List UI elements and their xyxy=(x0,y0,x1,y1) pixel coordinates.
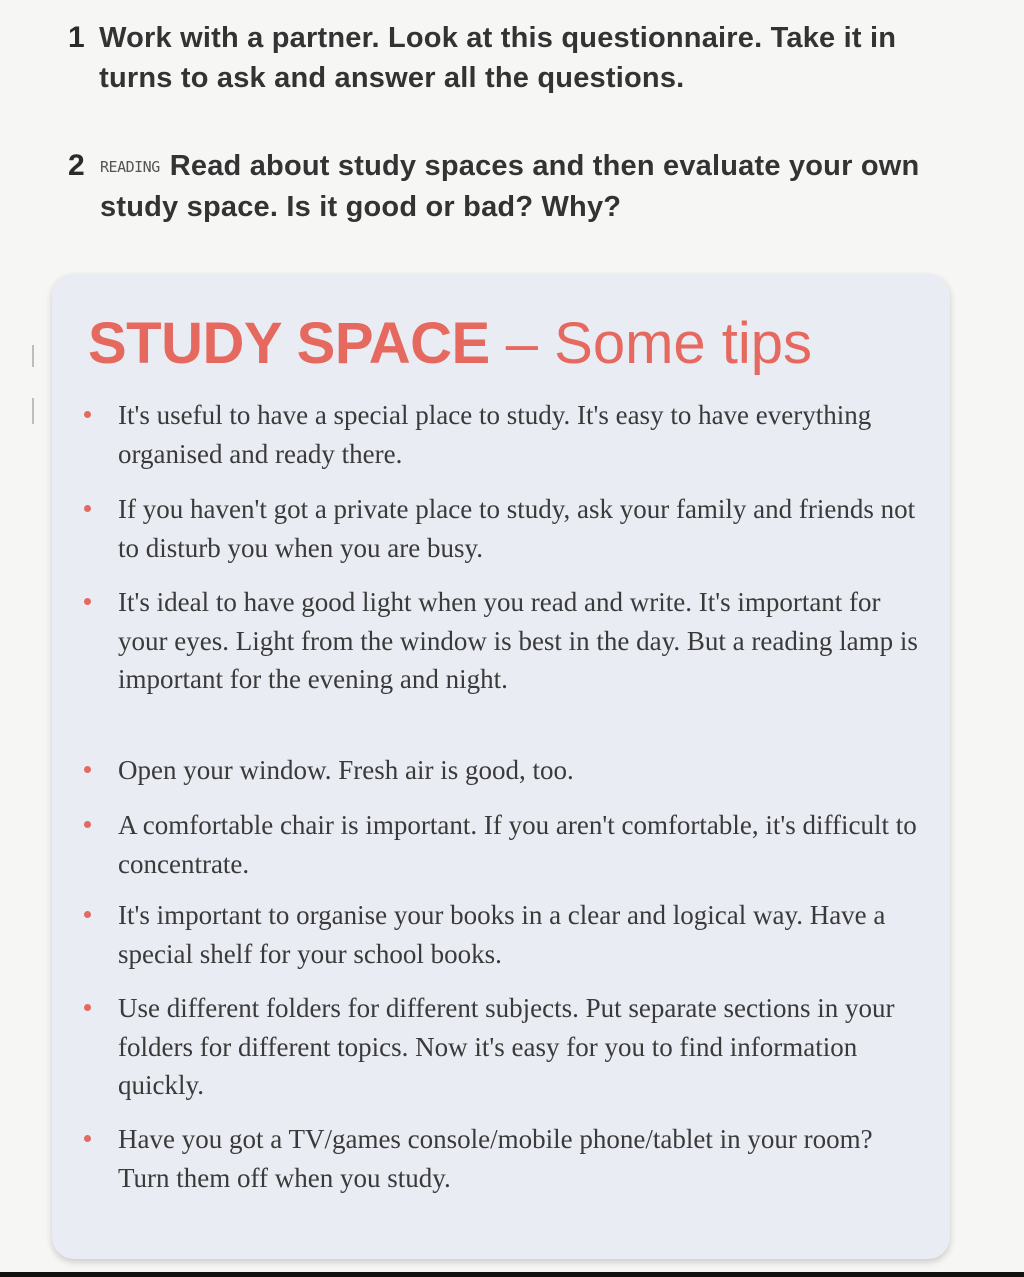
bottom-edge-bar xyxy=(0,1272,1024,1277)
tip-text: Have you got a TV/games console/mobile phone/tablet in your room? Turn them off when you study. xyxy=(118,1124,873,1193)
bullet-icon xyxy=(84,911,91,918)
tip-item xyxy=(118,806,918,883)
tip-text: A comfortable chair is important. If you aren't comfortable, it's difficult to concentrate. xyxy=(118,810,917,879)
bullet-icon xyxy=(84,766,91,773)
tip-item xyxy=(118,490,918,567)
reading-skill-tag: READING xyxy=(100,158,160,176)
tip-item xyxy=(118,583,918,699)
margin-mark xyxy=(32,398,34,424)
exercise-instruction: Read about study spaces and then evaluate your own study space. Is it good or bad? Why? xyxy=(100,150,920,223)
tip-item xyxy=(118,989,918,1105)
bullet-icon xyxy=(84,505,91,512)
exercise-2 xyxy=(68,146,964,227)
tip-item xyxy=(118,396,918,473)
tips-title xyxy=(88,304,812,384)
tips-title-sub: – Some tips xyxy=(505,311,813,376)
bullet-icon xyxy=(84,821,91,828)
tip-item xyxy=(118,751,918,790)
margin-mark xyxy=(32,345,34,367)
bullet-icon xyxy=(84,1135,91,1142)
bullet-icon xyxy=(84,1004,91,1011)
bullet-icon xyxy=(84,411,91,418)
tip-text: Open your window. Fresh air is good, too. xyxy=(118,755,574,785)
tip-item xyxy=(118,896,918,973)
tip-item xyxy=(118,1120,918,1197)
exercise-1 xyxy=(68,18,964,98)
tip-text: It's useful to have a special place to study. It's easy to have everything organised and ready there. xyxy=(118,400,872,469)
exercise-number: 2 xyxy=(68,149,85,182)
tip-text: It's important to organise your books in a clear and logical way. Have a special shelf for your school books. xyxy=(118,900,886,969)
tip-text: Use different folders for different subjects. Put separate sections in your folders for different topics. Now it's easy for you to find information quickly. xyxy=(118,993,895,1100)
tip-text: If you haven't got a private place to study, ask your family and friends not to disturb you when you are busy. xyxy=(118,494,916,563)
exercise-instruction: Work with a partner. Look at this questionnaire. Take it in turns to ask and answer all the questions. xyxy=(99,22,897,94)
exercise-number: 1 xyxy=(68,21,85,54)
tip-text: It's ideal to have good light when you read and write. It's important for your eyes. Light from the window is best in the day. But a reading lamp is important for the evening and night. xyxy=(118,587,918,694)
tips-title-main: STUDY SPACE xyxy=(88,311,490,376)
bullet-icon xyxy=(84,598,91,605)
study-space-tips-box xyxy=(52,274,950,1259)
exercise-instruction-wrapper xyxy=(100,146,964,227)
